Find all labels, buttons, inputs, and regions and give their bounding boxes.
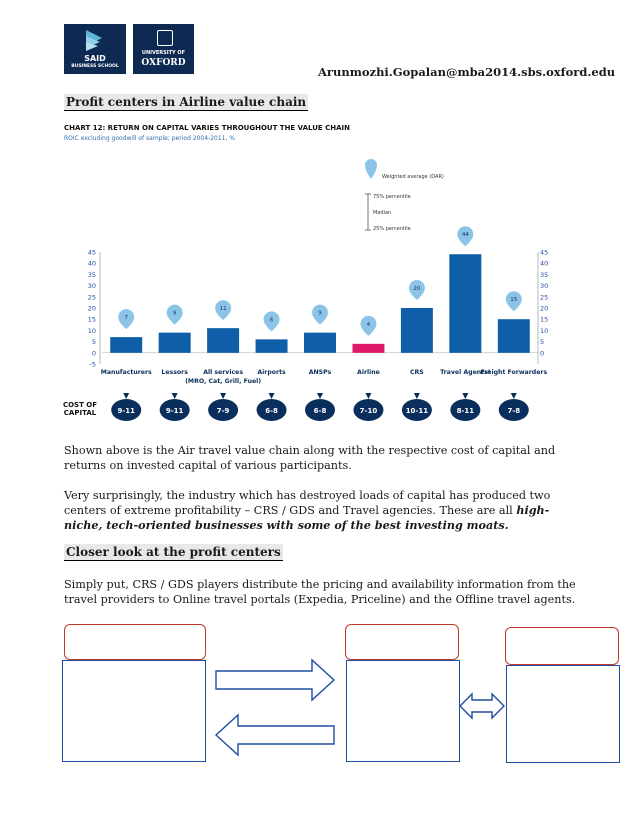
oxford-logo-line2: OXFORD bbox=[141, 58, 186, 68]
x-category-label: CRS bbox=[410, 369, 424, 376]
oxford-university-logo bbox=[133, 24, 194, 74]
y-tick-right-label: 15 bbox=[540, 315, 549, 324]
bar bbox=[352, 344, 384, 353]
said-logo-line1: SAID bbox=[84, 54, 106, 63]
bars-group bbox=[102, 226, 538, 353]
section-heading-profit-centers bbox=[64, 95, 308, 111]
y-tick-left-label: 15 bbox=[87, 315, 96, 324]
x-category-sublabel: (MRO, Cat, Grill, Fuel) bbox=[185, 378, 262, 385]
diagram-header-box-providers bbox=[64, 624, 206, 660]
y-tick-right-label: 20 bbox=[540, 304, 549, 313]
x-category-label: Freight Forwarders bbox=[480, 369, 548, 376]
cost-of-capital-value: 10-11 bbox=[405, 407, 429, 415]
diagram-header-box-crs bbox=[345, 624, 459, 660]
said-business-school-logo bbox=[64, 24, 126, 74]
x-category-label: Manufacturers bbox=[100, 369, 152, 376]
chart-subtitle: ROIC excluding goodwill of sample; period 2004-2011, % bbox=[64, 135, 235, 142]
cost-of-capital-value: 7-9 bbox=[216, 407, 230, 415]
cost-of-capital-value: 9-11 bbox=[165, 407, 184, 415]
section-heading-closer-look bbox=[64, 545, 283, 561]
paragraph-crs-gds: Simply put, CRS / GDS players distribute the pricing and availability information from the travel providers to Online travel portals (Expedia, Priceline) and the Offline travel agents. bbox=[64, 578, 576, 606]
cost-of-capital-value: 7-10 bbox=[359, 407, 378, 415]
bar bbox=[159, 333, 191, 353]
bar-value-label: 6 bbox=[269, 317, 274, 324]
cost-of-capital-value: 9-11 bbox=[117, 407, 135, 415]
x-category-label: Airports bbox=[257, 369, 286, 376]
diagram-arrows bbox=[210, 658, 510, 768]
y-tick-left-label: 10 bbox=[87, 326, 96, 335]
legend-p75: 75% percentile bbox=[373, 194, 411, 200]
author-email[interactable]: Arunmozhi.Gopalan@mba2014.sbs.oxford.edu bbox=[318, 65, 616, 79]
bar bbox=[401, 308, 433, 353]
x-category-label: Travel Agents¹ bbox=[440, 369, 491, 376]
bar-value-label: 44 bbox=[461, 232, 469, 239]
cost-of-capital-group bbox=[63, 393, 529, 421]
chart-legend bbox=[365, 159, 444, 232]
diagram-header-box-agents bbox=[505, 627, 619, 665]
legend-p25: 25% percentile bbox=[373, 226, 411, 232]
legend-median: Median bbox=[373, 210, 392, 216]
bar-value-label: 9 bbox=[318, 310, 322, 317]
y-tick-right-label: 5 bbox=[540, 338, 545, 347]
legend-bubble-icon bbox=[365, 159, 377, 179]
y-tick-right-label: 10 bbox=[540, 326, 549, 335]
y-tick-right-label: 0 bbox=[540, 349, 545, 358]
x-category-label: Airline bbox=[357, 369, 380, 376]
cost-of-capital-label: COST OF bbox=[62, 401, 98, 409]
legend-weighted-average: Weighted average (DAR) bbox=[382, 174, 444, 180]
bar-value-label: 9 bbox=[172, 310, 177, 317]
y-tick-left-label: 35 bbox=[87, 270, 96, 279]
bar-value-label: 7 bbox=[124, 315, 128, 322]
bar-value-label: 4 bbox=[366, 321, 371, 328]
x-category-label: Lessors bbox=[161, 369, 188, 376]
bar bbox=[498, 319, 530, 353]
y-tick-left-label: -5 bbox=[89, 360, 96, 369]
y-tick-right-label: 40 bbox=[540, 259, 549, 268]
paragraph-profitability bbox=[64, 488, 579, 533]
paragraph-value-chain: Shown above is the Air travel value chain along with the respective cost of capital and returns on invested capital of various participants. bbox=[64, 444, 556, 472]
y-tick-left-label: 45 bbox=[87, 248, 96, 257]
cost-of-capital-value: 8-11 bbox=[456, 407, 475, 415]
y-tick-right-label: 45 bbox=[540, 248, 549, 257]
diagram-content-box-providers bbox=[62, 660, 206, 762]
x-labels-group bbox=[101, 369, 548, 385]
chart-title: CHART 12: RETURN ON CAPITAL VARIES THROUGHOUT THE VALUE CHAIN bbox=[64, 124, 351, 132]
y-tick-left-label: 40 bbox=[87, 259, 96, 268]
y-tick-left-label: 5 bbox=[91, 338, 96, 347]
oxford-crest-icon bbox=[157, 30, 173, 46]
roic-bar-chart bbox=[60, 150, 580, 430]
cost-of-capital-label: CAPITAL bbox=[63, 409, 97, 417]
oxford-logo-line1: UNIVERSITY OF bbox=[141, 50, 186, 56]
arrow-double-icon bbox=[460, 694, 504, 718]
y-tick-left-label: 20 bbox=[87, 304, 96, 313]
paragraph-profitability-text: Very surprisingly, the industry which has destroyed loads of capital has produced two centers of extreme profitability – CRS / GDS and Travel agencies. These are all bbox=[64, 489, 551, 517]
bar-value-label: 11 bbox=[219, 306, 227, 313]
y-axis-right bbox=[538, 249, 548, 365]
y-tick-left-label: 30 bbox=[87, 282, 96, 291]
bar bbox=[304, 333, 336, 353]
bar bbox=[207, 328, 239, 353]
arrow-right-icon bbox=[216, 660, 334, 700]
said-logo-line2: BUSINESS SCHOOL bbox=[71, 64, 119, 69]
y-axis-left bbox=[88, 249, 100, 369]
bar-value-label: 20 bbox=[413, 286, 421, 292]
bar bbox=[256, 339, 288, 352]
section-heading-closer-look-text: Closer look at the profit centers bbox=[66, 545, 281, 559]
y-tick-left-label: 0 bbox=[91, 349, 96, 358]
y-tick-right-label: 30 bbox=[540, 282, 549, 291]
y-tick-right-label: 35 bbox=[540, 270, 549, 279]
y-tick-right-label: 25 bbox=[540, 293, 549, 302]
bar bbox=[110, 337, 142, 353]
cost-of-capital-value: 7-8 bbox=[507, 407, 521, 415]
cost-of-capital-value: 6-8 bbox=[265, 407, 278, 415]
cost-of-capital-value: 6-8 bbox=[313, 407, 327, 415]
section-heading-text: Profit centers in Airline value chain bbox=[66, 95, 307, 109]
bar bbox=[449, 254, 481, 353]
diagram-content-box-agents bbox=[506, 665, 620, 763]
x-category-label: ANSPs bbox=[308, 369, 332, 376]
y-tick-left-label: 25 bbox=[87, 293, 96, 302]
arrow-left-icon bbox=[216, 715, 334, 755]
paragraph-profitability-emphasis: high-niche, tech-oriented businesses with some of the best investing moats. bbox=[64, 503, 550, 532]
x-category-label: All services bbox=[203, 369, 244, 376]
bar-value-label: 15 bbox=[510, 297, 518, 304]
